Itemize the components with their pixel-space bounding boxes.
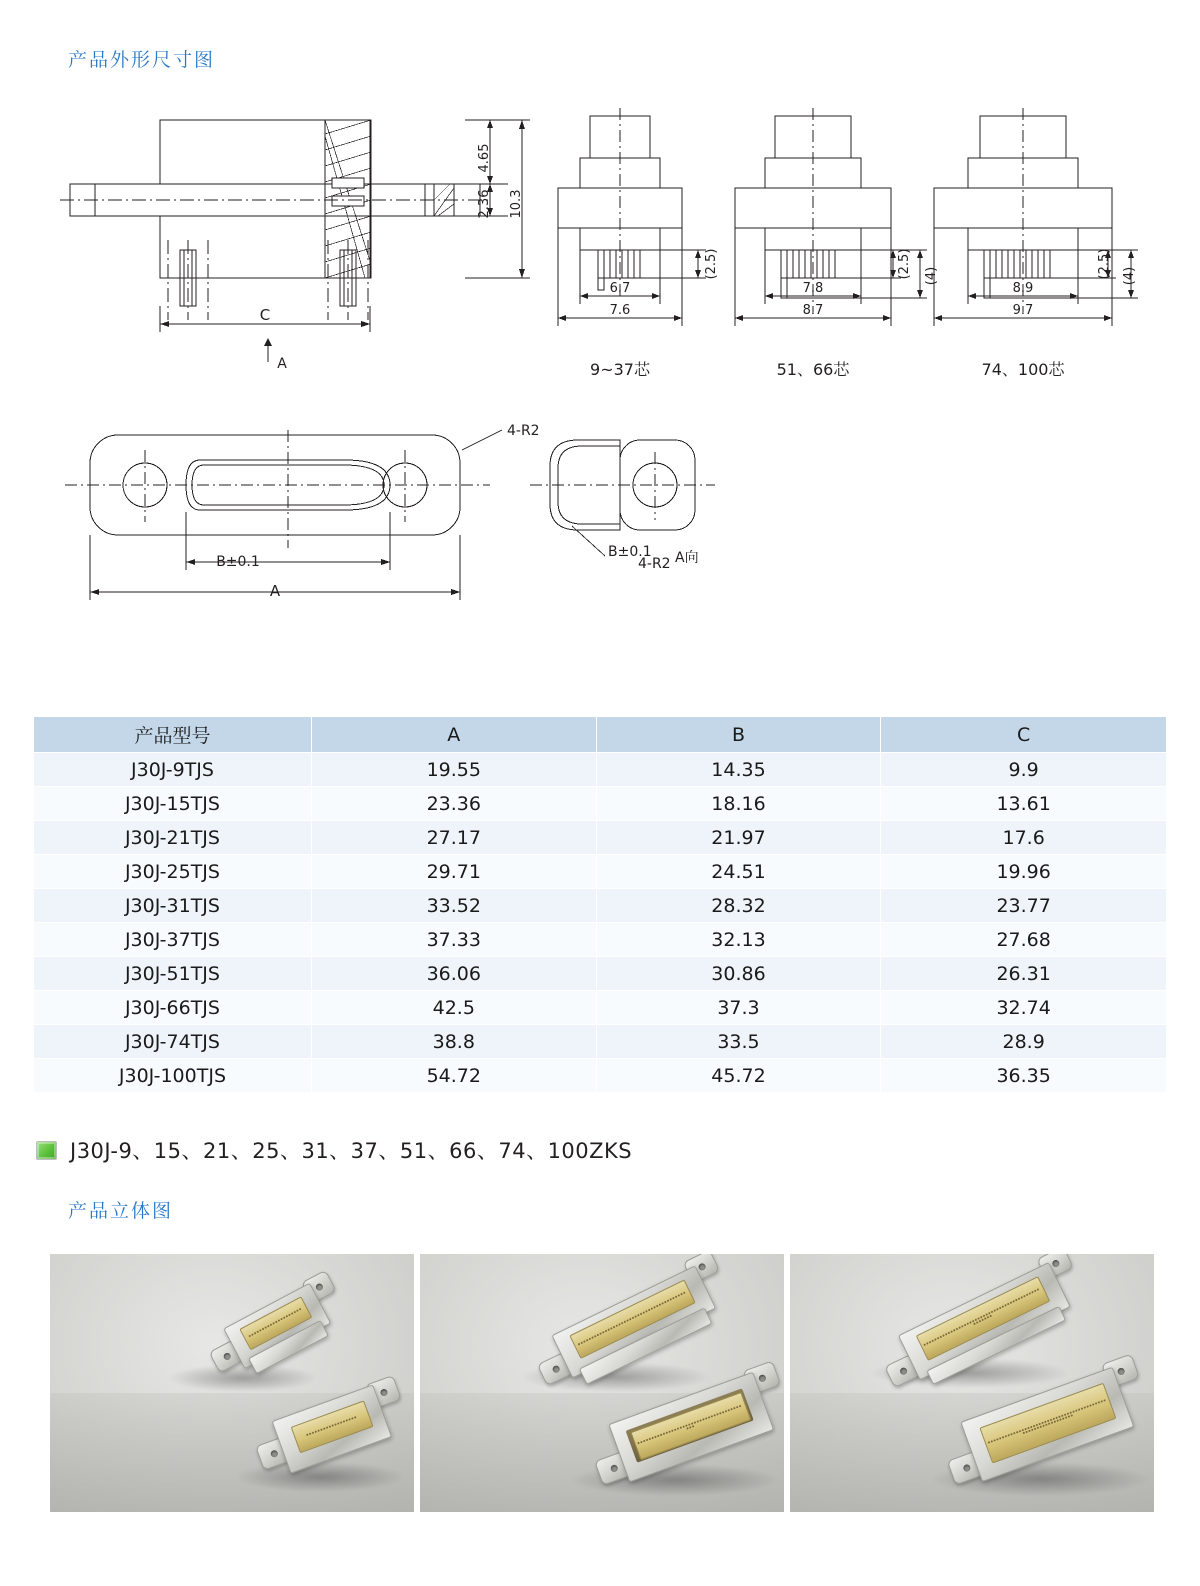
dim-label-2-36: 2.36 bbox=[477, 189, 492, 219]
cell-model: J30J-15TJS bbox=[34, 787, 312, 821]
table-header-model: 产品型号 bbox=[34, 717, 312, 753]
cell-a: 36.06 bbox=[311, 957, 596, 991]
table-row bbox=[34, 957, 1167, 991]
dim-label-4-c: (4) bbox=[1122, 266, 1137, 286]
dimension-drawing bbox=[60, 100, 1140, 640]
dim-label-10-3: 10.3 bbox=[509, 189, 524, 219]
dim-label-4-b: (4) bbox=[924, 266, 939, 286]
dim-label-6-7: 6.7 bbox=[609, 281, 631, 296]
dim-label-b-plus: B±0.1 bbox=[216, 554, 260, 570]
view-caption-3: 74、100芯 bbox=[981, 360, 1065, 379]
table-header-row bbox=[34, 717, 1167, 753]
table-row bbox=[34, 1025, 1167, 1059]
cell-model: J30J-66TJS bbox=[34, 991, 312, 1025]
table-row bbox=[34, 787, 1167, 821]
cell-b: 28.32 bbox=[596, 889, 881, 923]
cell-c: 17.6 bbox=[881, 821, 1167, 855]
dimension-drawing-svg bbox=[60, 100, 1140, 640]
cell-a: 19.55 bbox=[311, 753, 596, 787]
table-header-b: B bbox=[596, 717, 881, 753]
cell-model: J30J-37TJS bbox=[34, 923, 312, 957]
dim-label-4-r2-view: 4-R2 bbox=[638, 556, 671, 572]
dim-label-c: C bbox=[259, 306, 271, 324]
cell-c: 36.35 bbox=[881, 1059, 1167, 1093]
dim-label-a: A bbox=[269, 582, 281, 600]
dim-label-a-view: A向 bbox=[675, 550, 699, 566]
cell-model: J30J-9TJS bbox=[34, 753, 312, 787]
product-photo-3 bbox=[790, 1254, 1154, 1512]
dim-label-7-8: 7.8 bbox=[802, 281, 824, 296]
cell-a: 54.72 bbox=[311, 1059, 596, 1093]
dim-label-8-7: 8.7 bbox=[802, 303, 824, 318]
page-title-dimensions: 产品外形尺寸图 bbox=[68, 49, 216, 71]
dim-label-8-9: 8.9 bbox=[1012, 281, 1034, 296]
cell-b: 45.72 bbox=[596, 1059, 881, 1093]
green-square-bullet-icon bbox=[36, 1141, 57, 1160]
page-title-3d: 产品立体图 bbox=[68, 1200, 174, 1222]
series-bullet-row bbox=[36, 1135, 632, 1165]
dim-label-4-r2-top: 4-R2 bbox=[507, 423, 540, 439]
table-header-a: A bbox=[311, 717, 596, 753]
cell-c: 23.77 bbox=[881, 889, 1167, 923]
specification-table bbox=[33, 716, 1167, 1093]
cell-b: 18.16 bbox=[596, 787, 881, 821]
cell-b: 14.35 bbox=[596, 753, 881, 787]
cell-a: 29.71 bbox=[311, 855, 596, 889]
cell-b: 37.3 bbox=[596, 991, 881, 1025]
dim-label-2-5-b: (2.5) bbox=[897, 248, 912, 280]
table-row bbox=[34, 991, 1167, 1025]
cell-a: 37.33 bbox=[311, 923, 596, 957]
table-row bbox=[34, 1059, 1167, 1093]
cell-a: 23.36 bbox=[311, 787, 596, 821]
dim-label-7-6: 7.6 bbox=[609, 303, 631, 318]
cell-model: J30J-100TJS bbox=[34, 1059, 312, 1093]
cell-b: 33.5 bbox=[596, 1025, 881, 1059]
dim-label-2-5-c: (2.5) bbox=[1097, 248, 1112, 280]
cell-b: 30.86 bbox=[596, 957, 881, 991]
table-row bbox=[34, 855, 1167, 889]
view-caption-1: 9~37芯 bbox=[590, 360, 650, 379]
table-header-c: C bbox=[881, 717, 1167, 753]
cell-c: 32.74 bbox=[881, 991, 1167, 1025]
cell-model: J30J-51TJS bbox=[34, 957, 312, 991]
cell-model: J30J-21TJS bbox=[34, 821, 312, 855]
table-row bbox=[34, 821, 1167, 855]
series-bullet-label: J30J-9、15、21、25、31、37、51、66、74、100ZKS bbox=[70, 1139, 633, 1163]
product-photo-1 bbox=[50, 1254, 414, 1512]
cell-model: J30J-74TJS bbox=[34, 1025, 312, 1059]
cell-b: 24.51 bbox=[596, 855, 881, 889]
view-caption-2: 51、66芯 bbox=[776, 360, 850, 379]
view-arrow-a: A bbox=[277, 356, 287, 372]
dim-label-4-65: 4.65 bbox=[477, 143, 492, 173]
cell-c: 27.68 bbox=[881, 923, 1167, 957]
product-photo-2 bbox=[420, 1254, 784, 1512]
cell-c: 28.9 bbox=[881, 1025, 1167, 1059]
table-row bbox=[34, 889, 1167, 923]
cell-c: 26.31 bbox=[881, 957, 1167, 991]
cell-c: 9.9 bbox=[881, 753, 1167, 787]
dim-label-b-tol: B±0.1 bbox=[608, 544, 652, 560]
cell-model: J30J-25TJS bbox=[34, 855, 312, 889]
cell-a: 38.8 bbox=[311, 1025, 596, 1059]
cell-c: 13.61 bbox=[881, 787, 1167, 821]
cell-c: 19.96 bbox=[881, 855, 1167, 889]
product-photo-gallery bbox=[50, 1254, 1154, 1512]
cell-b: 21.97 bbox=[596, 821, 881, 855]
cell-a: 33.52 bbox=[311, 889, 596, 923]
table-row bbox=[34, 923, 1167, 957]
dim-label-9-7: 9.7 bbox=[1012, 303, 1034, 318]
table-row bbox=[34, 753, 1167, 787]
dim-label-2-5-a: (2.5) bbox=[704, 248, 719, 280]
cell-model: J30J-31TJS bbox=[34, 889, 312, 923]
cell-a: 27.17 bbox=[311, 821, 596, 855]
cell-b: 32.13 bbox=[596, 923, 881, 957]
cell-a: 42.5 bbox=[311, 991, 596, 1025]
